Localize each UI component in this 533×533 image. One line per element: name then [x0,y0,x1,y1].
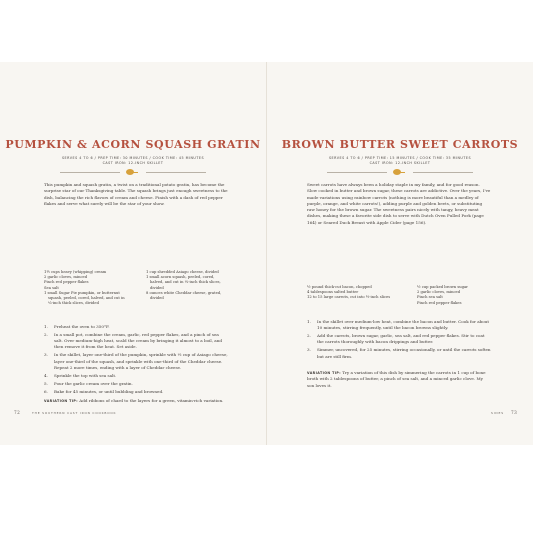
variation-tip-label: VARIATION TIP: [307,371,341,375]
skillet-ornament [60,168,206,176]
variation-tip [307,370,491,389]
ingredient: Pinch sea salt [417,295,443,300]
step-text: Preheat the oven to 350°F. [54,324,110,329]
skillet-icon [393,169,401,175]
recipe-title: BROWN BUTTER SWEET CARROTS [281,138,519,151]
recipe-intro: This pumpkin and squash gratin, a twist on a traditional potato gratin, has become the surprise star of our Thanksgiving table. The squash brings just enough sweetness to the dish, balancing the rich flavors of cream and cheese. Finish with a dash of red pepper flakes and serve what surely will be the star of your show. [44,182,228,206]
ornament-rule [327,172,387,173]
step-text: In the skillet, layer one-third of the pumpkin, sprinkle with ⅓ cup of Asiago cheese, layer one-third of the squash, and sprinkle with one-third of the Cheddar cheese. Repeat 2 more times, ending with a layer of Cheddar cheese. [54,352,228,370]
step-text: Sprinkle the top with sea salt. [54,372,117,378]
ingredients-col-1 [307,285,391,301]
step [44,352,228,371]
recipe-meta: SERVES 4 TO 6 / PREP TIME: 15 MINUTES / COOK TIME: 35 MINUTES [328,156,472,160]
variation-tip-label: VARIATION TIP: [44,399,78,403]
step-text: Pour the garlic cream over the gratin. [54,380,133,386]
ingredients-col-2 [417,285,491,306]
skillet-icon [126,169,134,175]
ingredients-col-1 [44,270,126,306]
step-number: 2. [307,333,311,339]
skillet-ornament [327,168,473,176]
ingredient: 8 ounces white Cheddar cheese, grated, divided [146,290,222,301]
ingredient: ½ pound thick-cut bacon, chopped [307,285,372,289]
ingredient: 2 garlic cloves, minced [417,290,461,295]
step-number: 3. [44,352,48,358]
recipe-cast-iron: CAST IRON: 12-INCH SKILLET [369,161,431,165]
recipe-steps [44,324,228,397]
ornament-rule [146,172,206,173]
step [44,381,228,387]
ingredients-col-2 [146,270,228,301]
step-text: Add the carrots, brown sugar, garlic, sea salt, and red pepper flakes. Stir to coat the carrots thoroughly with bacon drippings and butter. [317,333,485,345]
ingredient: 1 cup shredded Asiago cheese, divided [146,270,219,274]
variation-tip [44,398,228,404]
step-number: 1. [44,324,48,329]
ingredient: 4 tablespoons salted butter [307,290,359,295]
running-footer: SIDES [491,411,504,415]
ornament-rule [413,172,473,173]
step-number: 1. [307,319,311,324]
recipe-cast-iron: CAST IRON: 12-INCH SKILLET [102,161,164,165]
step-number: 5. [44,380,48,386]
step [307,333,491,346]
variation-tip-text: Try a variation of this dish by simmering the carrots in 1 cup of bone broth with 2 tablespoons of butter, a pinch of sea salt, and a minced garlic clove. My son loves it. [307,370,486,388]
step-text: In the skillet over medium-low heat, combine the bacon and butter. Cook for about 10 minutes, stirring frequently, until the bacon browns slightly. [317,319,490,331]
variation-tip-text: Add ribbons of chard to the layers for a green, vitamin-rich variation. [79,398,224,403]
ingredient: 12 to 15 large carrots, cut into ½-inch slices [307,295,391,300]
right-page [267,62,533,445]
page-number: 72 [14,410,21,415]
running-footer: THE SOUTHERN CAST IRON COOKBOOK [32,411,117,415]
ingredient: 2 garlic cloves, minced [44,275,88,280]
step-text: Simmer, uncovered, for 25 minutes, stirring occasionally, or until the carrots soften but are still firm. [317,347,491,359]
recipe-steps [307,319,491,362]
step-text: In a small pot, combine the cream, garlic, red pepper flakes, and a pinch of sea salt. Over medium-high heat, scald the cream by bringing it almost to a boil, and then remove it from the heat. Set aside. [54,331,223,350]
ingredient: Pinch red pepper flakes [44,280,89,285]
ornament-rule [60,172,120,173]
recipe-meta: SERVES 4 TO 6 / PREP TIME: 30 MINUTES / COOK TIME: 45 MINUTES [61,156,205,160]
page-number: 73 [511,410,518,415]
ingredient: Sea salt [44,285,59,290]
step [44,332,228,351]
ingredient: 1½ cups heavy (whipping) cream [44,270,107,274]
ingredient: 1 small acorn squash, peeled, cored, halved, and cut in ⅛-inch thick slices, divided [146,275,221,290]
step [44,373,228,379]
recipe-title: PUMPKIN & ACORN SQUASH GRATIN [5,138,261,151]
step-number: 3. [307,347,311,353]
book-spread [0,62,533,445]
step [44,324,228,330]
step [307,319,491,332]
step-number: 4. [44,372,48,378]
ingredient: ½ cup packed brown sugar [417,285,468,289]
left-page [0,62,266,445]
step-number: 2. [44,331,48,337]
step [307,347,491,360]
ingredient: Pinch red pepper flakes [417,300,462,305]
step-number: 6. [44,388,48,394]
step-text: Bake for 45 minutes, or until bubbling and browned. [54,388,164,394]
step [44,389,228,395]
ingredient: 1 small Sugar Pie pumpkin, or butternut squash, peeled, cored, halved, and cut in ⅛-inch thick slices, divided [44,290,125,306]
recipe-intro: Sweet carrots have always been a holiday staple in my family, and for good reason. Slow cooked in butter and brown sugar, these carrots are addictive. Over the years, I've made variations using rainbow carrots (nothing is more beautiful than a medley of purple, orange, and white carrots!), adding purple and golden beets, or substituting raw honey for the brown sugar. The sweetness pairs nicely with tangy, heavy meat dishes, making these a favorite side dish to serve with Dutch Oven Pulled Pork (page 164) or Seared Duck Breast with Apple Cider (page 156). [307,182,491,225]
